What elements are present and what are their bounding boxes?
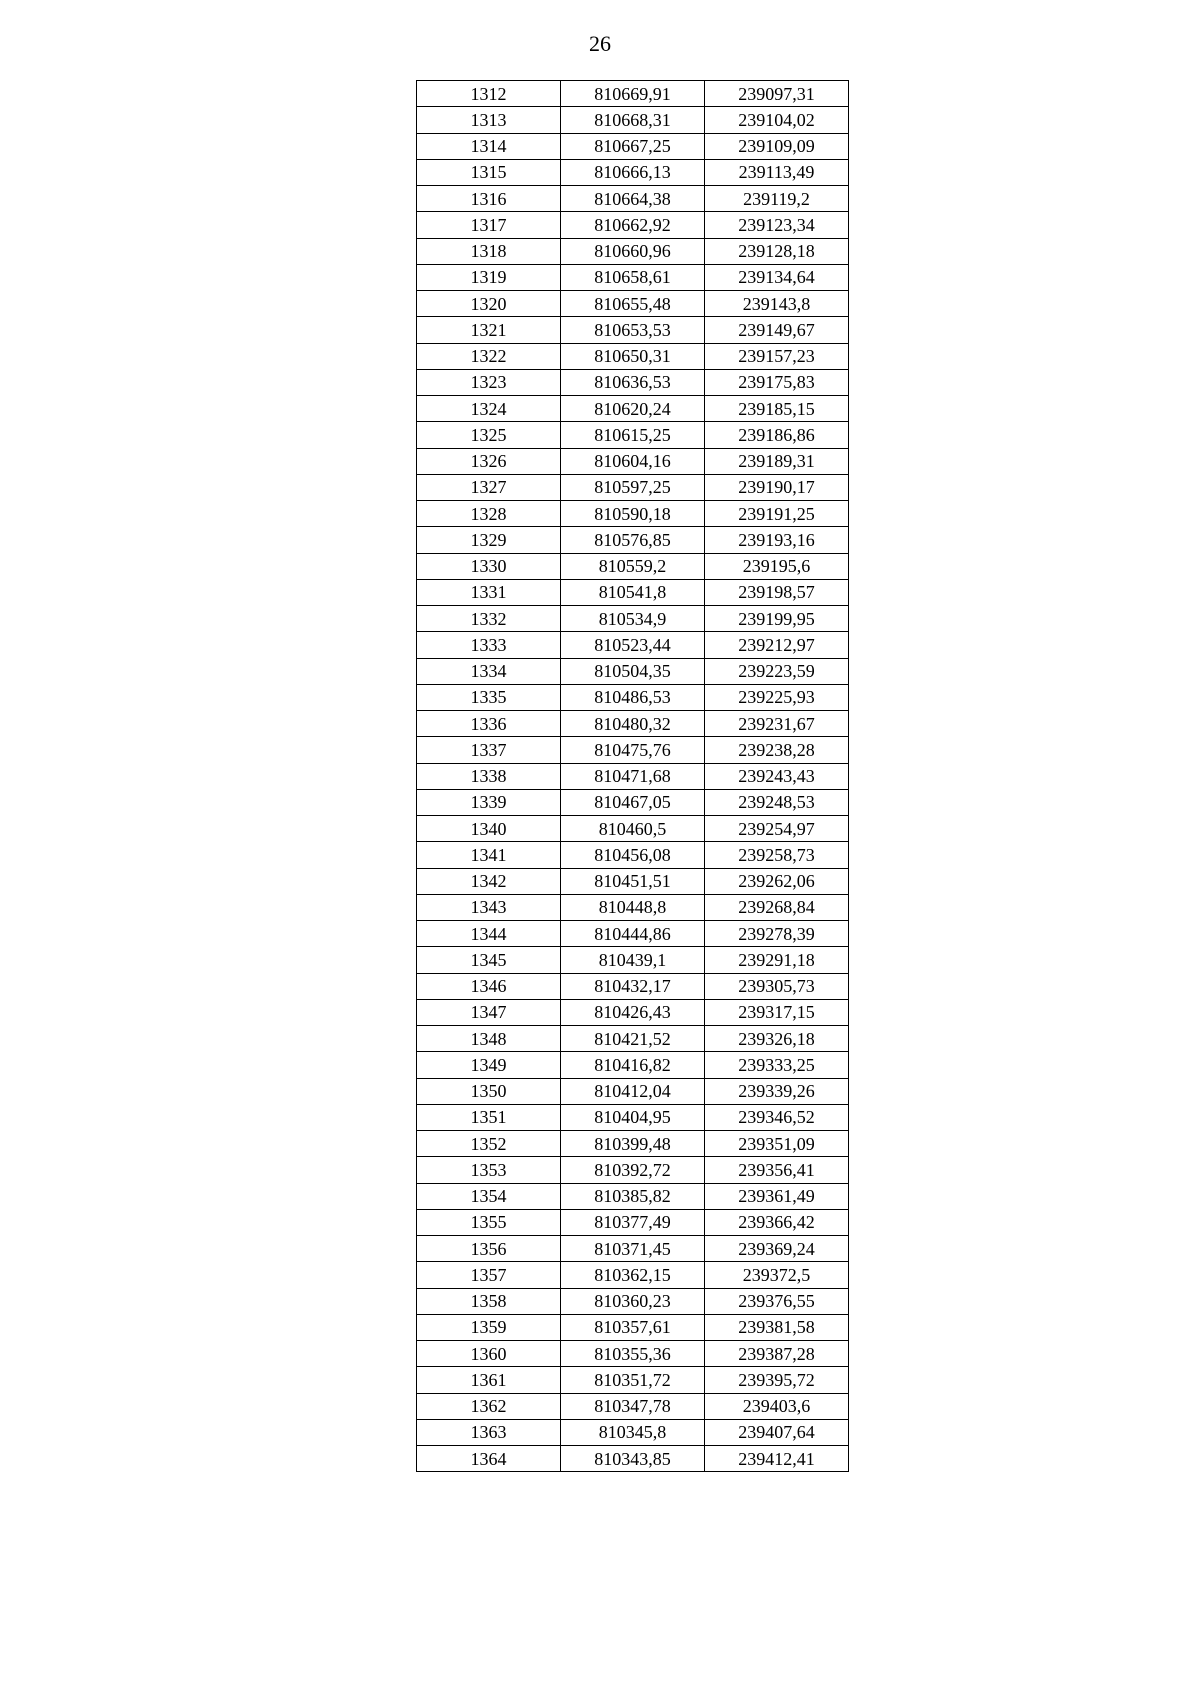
point-number-cell: 1332 (417, 606, 561, 632)
table-row (417, 81, 849, 107)
y-coordinate-cell: 239113,49 (705, 159, 849, 185)
x-coordinate-cell: 810351,72 (561, 1367, 705, 1393)
x-coordinate-cell: 810620,24 (561, 396, 705, 422)
table-row (417, 894, 849, 920)
x-coordinate-cell: 810448,8 (561, 894, 705, 920)
y-coordinate-cell: 239326,18 (705, 1026, 849, 1052)
table-row (417, 1367, 849, 1393)
y-coordinate-cell: 239403,6 (705, 1393, 849, 1419)
point-number-cell: 1339 (417, 789, 561, 815)
y-coordinate-cell: 239109,09 (705, 133, 849, 159)
y-coordinate-cell: 239212,97 (705, 632, 849, 658)
x-coordinate-cell: 810355,36 (561, 1341, 705, 1367)
point-number-cell: 1364 (417, 1446, 561, 1472)
x-coordinate-cell: 810399,48 (561, 1131, 705, 1157)
table-row (417, 1446, 849, 1472)
table-row (417, 501, 849, 527)
x-coordinate-cell: 810357,61 (561, 1314, 705, 1340)
point-number-cell: 1317 (417, 212, 561, 238)
point-number-cell: 1360 (417, 1341, 561, 1367)
x-coordinate-cell: 810480,32 (561, 711, 705, 737)
x-coordinate-cell: 810421,52 (561, 1026, 705, 1052)
y-coordinate-cell: 239317,15 (705, 999, 849, 1025)
y-coordinate-cell: 239238,28 (705, 737, 849, 763)
point-number-cell: 1350 (417, 1078, 561, 1104)
point-number-cell: 1334 (417, 658, 561, 684)
table-row (417, 1157, 849, 1183)
y-coordinate-cell: 239381,58 (705, 1314, 849, 1340)
y-coordinate-cell: 239157,23 (705, 343, 849, 369)
y-coordinate-cell: 239366,42 (705, 1209, 849, 1235)
point-number-cell: 1345 (417, 947, 561, 973)
table-row (417, 999, 849, 1025)
y-coordinate-cell: 239097,31 (705, 81, 849, 107)
point-number-cell: 1343 (417, 894, 561, 920)
y-coordinate-cell: 239407,64 (705, 1419, 849, 1445)
point-number-cell: 1338 (417, 763, 561, 789)
y-coordinate-cell: 239258,73 (705, 842, 849, 868)
x-coordinate-cell: 810412,04 (561, 1078, 705, 1104)
x-coordinate-cell: 810360,23 (561, 1288, 705, 1314)
y-coordinate-cell: 239193,16 (705, 527, 849, 553)
y-coordinate-cell: 239104,02 (705, 107, 849, 133)
table-row (417, 973, 849, 999)
x-coordinate-cell: 810371,45 (561, 1236, 705, 1262)
point-number-cell: 1341 (417, 842, 561, 868)
y-coordinate-cell: 239268,84 (705, 894, 849, 920)
table-row (417, 527, 849, 553)
table-row (417, 711, 849, 737)
y-coordinate-cell: 239189,31 (705, 448, 849, 474)
point-number-cell: 1336 (417, 711, 561, 737)
x-coordinate-cell: 810471,68 (561, 763, 705, 789)
point-number-cell: 1361 (417, 1367, 561, 1393)
point-number-cell: 1347 (417, 999, 561, 1025)
x-coordinate-cell: 810655,48 (561, 291, 705, 317)
x-coordinate-cell: 810660,96 (561, 238, 705, 264)
x-coordinate-cell: 810475,76 (561, 737, 705, 763)
table-row (417, 553, 849, 579)
table-row (417, 684, 849, 710)
table-row (417, 317, 849, 343)
point-number-cell: 1353 (417, 1157, 561, 1183)
point-number-cell: 1330 (417, 553, 561, 579)
x-coordinate-cell: 810636,53 (561, 369, 705, 395)
table-row (417, 369, 849, 395)
x-coordinate-cell: 810534,9 (561, 606, 705, 632)
point-number-cell: 1337 (417, 737, 561, 763)
point-number-cell: 1357 (417, 1262, 561, 1288)
x-coordinate-cell: 810347,78 (561, 1393, 705, 1419)
x-coordinate-cell: 810377,49 (561, 1209, 705, 1235)
table-row (417, 1393, 849, 1419)
y-coordinate-cell: 239248,53 (705, 789, 849, 815)
x-coordinate-cell: 810444,86 (561, 921, 705, 947)
table-row (417, 816, 849, 842)
point-number-cell: 1346 (417, 973, 561, 999)
y-coordinate-cell: 239376,55 (705, 1288, 849, 1314)
point-number-cell: 1324 (417, 396, 561, 422)
y-coordinate-cell: 239191,25 (705, 501, 849, 527)
point-number-cell: 1344 (417, 921, 561, 947)
y-coordinate-cell: 239305,73 (705, 973, 849, 999)
table-row (417, 1026, 849, 1052)
x-coordinate-cell: 810666,13 (561, 159, 705, 185)
table-row (417, 1052, 849, 1078)
y-coordinate-cell: 239195,6 (705, 553, 849, 579)
x-coordinate-cell: 810404,95 (561, 1104, 705, 1130)
x-coordinate-cell: 810559,2 (561, 553, 705, 579)
table-row (417, 159, 849, 185)
point-number-cell: 1318 (417, 238, 561, 264)
y-coordinate-cell: 239333,25 (705, 1052, 849, 1078)
y-coordinate-cell: 239134,64 (705, 264, 849, 290)
y-coordinate-cell: 239262,06 (705, 868, 849, 894)
y-coordinate-cell: 239186,86 (705, 422, 849, 448)
table-row (417, 107, 849, 133)
table-row (417, 789, 849, 815)
table-row (417, 579, 849, 605)
x-coordinate-cell: 810456,08 (561, 842, 705, 868)
table-row (417, 1236, 849, 1262)
page-number: 26 (589, 31, 611, 56)
y-coordinate-cell: 239119,2 (705, 186, 849, 212)
table-row (417, 1104, 849, 1130)
point-number-cell: 1348 (417, 1026, 561, 1052)
table-row (417, 291, 849, 317)
x-coordinate-cell: 810662,92 (561, 212, 705, 238)
point-number-cell: 1314 (417, 133, 561, 159)
x-coordinate-cell: 810650,31 (561, 343, 705, 369)
point-number-cell: 1333 (417, 632, 561, 658)
x-coordinate-cell: 810392,72 (561, 1157, 705, 1183)
table-row (417, 1183, 849, 1209)
table-row (417, 474, 849, 500)
x-coordinate-cell: 810667,25 (561, 133, 705, 159)
table-row (417, 1209, 849, 1235)
y-coordinate-cell: 239339,26 (705, 1078, 849, 1104)
point-number-cell: 1315 (417, 159, 561, 185)
table-row (417, 921, 849, 947)
table-row (417, 264, 849, 290)
y-coordinate-cell: 239395,72 (705, 1367, 849, 1393)
x-coordinate-cell: 810416,82 (561, 1052, 705, 1078)
x-coordinate-cell: 810615,25 (561, 422, 705, 448)
table-row (417, 396, 849, 422)
x-coordinate-cell: 810576,85 (561, 527, 705, 553)
point-number-cell: 1358 (417, 1288, 561, 1314)
point-number-cell: 1329 (417, 527, 561, 553)
y-coordinate-cell: 239123,34 (705, 212, 849, 238)
point-number-cell: 1352 (417, 1131, 561, 1157)
point-number-cell: 1321 (417, 317, 561, 343)
point-number-cell: 1328 (417, 501, 561, 527)
coordinates-table-body (417, 81, 849, 1472)
x-coordinate-cell: 810541,8 (561, 579, 705, 605)
x-coordinate-cell: 810653,53 (561, 317, 705, 343)
point-number-cell: 1325 (417, 422, 561, 448)
point-number-cell: 1323 (417, 369, 561, 395)
y-coordinate-cell: 239387,28 (705, 1341, 849, 1367)
x-coordinate-cell: 810597,25 (561, 474, 705, 500)
y-coordinate-cell: 239143,8 (705, 291, 849, 317)
x-coordinate-cell: 810362,15 (561, 1262, 705, 1288)
y-coordinate-cell: 239225,93 (705, 684, 849, 710)
point-number-cell: 1320 (417, 291, 561, 317)
table-row (417, 343, 849, 369)
x-coordinate-cell: 810504,35 (561, 658, 705, 684)
x-coordinate-cell: 810439,1 (561, 947, 705, 973)
y-coordinate-cell: 239278,39 (705, 921, 849, 947)
x-coordinate-cell: 810460,5 (561, 816, 705, 842)
y-coordinate-cell: 239243,43 (705, 763, 849, 789)
y-coordinate-cell: 239199,95 (705, 606, 849, 632)
x-coordinate-cell: 810669,91 (561, 81, 705, 107)
x-coordinate-cell: 810486,53 (561, 684, 705, 710)
y-coordinate-cell: 239185,15 (705, 396, 849, 422)
table-row (417, 842, 849, 868)
table-row (417, 448, 849, 474)
x-coordinate-cell: 810664,38 (561, 186, 705, 212)
x-coordinate-cell: 810604,16 (561, 448, 705, 474)
point-number-cell: 1326 (417, 448, 561, 474)
table-row (417, 1262, 849, 1288)
point-number-cell: 1313 (417, 107, 561, 133)
table-row (417, 422, 849, 448)
y-coordinate-cell: 239254,97 (705, 816, 849, 842)
y-coordinate-cell: 239291,18 (705, 947, 849, 973)
x-coordinate-cell: 810467,05 (561, 789, 705, 815)
table-row (417, 606, 849, 632)
table-row (417, 658, 849, 684)
point-number-cell: 1331 (417, 579, 561, 605)
x-coordinate-cell: 810451,51 (561, 868, 705, 894)
table-row (417, 868, 849, 894)
x-coordinate-cell: 810343,85 (561, 1446, 705, 1472)
y-coordinate-cell: 239223,59 (705, 658, 849, 684)
x-coordinate-cell: 810658,61 (561, 264, 705, 290)
y-coordinate-cell: 239128,18 (705, 238, 849, 264)
y-coordinate-cell: 239356,41 (705, 1157, 849, 1183)
table-row (417, 947, 849, 973)
point-number-cell: 1322 (417, 343, 561, 369)
table-row (417, 1341, 849, 1367)
point-number-cell: 1319 (417, 264, 561, 290)
point-number-cell: 1327 (417, 474, 561, 500)
table-row (417, 212, 849, 238)
y-coordinate-cell: 239372,5 (705, 1262, 849, 1288)
y-coordinate-cell: 239198,57 (705, 579, 849, 605)
table-row (417, 763, 849, 789)
point-number-cell: 1316 (417, 186, 561, 212)
y-coordinate-cell: 239149,67 (705, 317, 849, 343)
y-coordinate-cell: 239412,41 (705, 1446, 849, 1472)
y-coordinate-cell: 239369,24 (705, 1236, 849, 1262)
table-row (417, 632, 849, 658)
y-coordinate-cell: 239190,17 (705, 474, 849, 500)
coordinates-table (416, 80, 849, 1472)
x-coordinate-cell: 810668,31 (561, 107, 705, 133)
x-coordinate-cell: 810523,44 (561, 632, 705, 658)
point-number-cell: 1363 (417, 1419, 561, 1445)
x-coordinate-cell: 810385,82 (561, 1183, 705, 1209)
y-coordinate-cell: 239346,52 (705, 1104, 849, 1130)
point-number-cell: 1362 (417, 1393, 561, 1419)
table-row (417, 1314, 849, 1340)
x-coordinate-cell: 810432,17 (561, 973, 705, 999)
table-row (417, 737, 849, 763)
x-coordinate-cell: 810345,8 (561, 1419, 705, 1445)
y-coordinate-cell: 239175,83 (705, 369, 849, 395)
point-number-cell: 1359 (417, 1314, 561, 1340)
table-row (417, 1131, 849, 1157)
point-number-cell: 1340 (417, 816, 561, 842)
y-coordinate-cell: 239361,49 (705, 1183, 849, 1209)
y-coordinate-cell: 239231,67 (705, 711, 849, 737)
x-coordinate-cell: 810426,43 (561, 999, 705, 1025)
point-number-cell: 1342 (417, 868, 561, 894)
point-number-cell: 1354 (417, 1183, 561, 1209)
point-number-cell: 1349 (417, 1052, 561, 1078)
x-coordinate-cell: 810590,18 (561, 501, 705, 527)
table-row (417, 133, 849, 159)
table-row (417, 238, 849, 264)
y-coordinate-cell: 239351,09 (705, 1131, 849, 1157)
table-row (417, 186, 849, 212)
point-number-cell: 1335 (417, 684, 561, 710)
point-number-cell: 1351 (417, 1104, 561, 1130)
table-row (417, 1419, 849, 1445)
point-number-cell: 1312 (417, 81, 561, 107)
table-row (417, 1078, 849, 1104)
table-row (417, 1288, 849, 1314)
point-number-cell: 1356 (417, 1236, 561, 1262)
point-number-cell: 1355 (417, 1209, 561, 1235)
